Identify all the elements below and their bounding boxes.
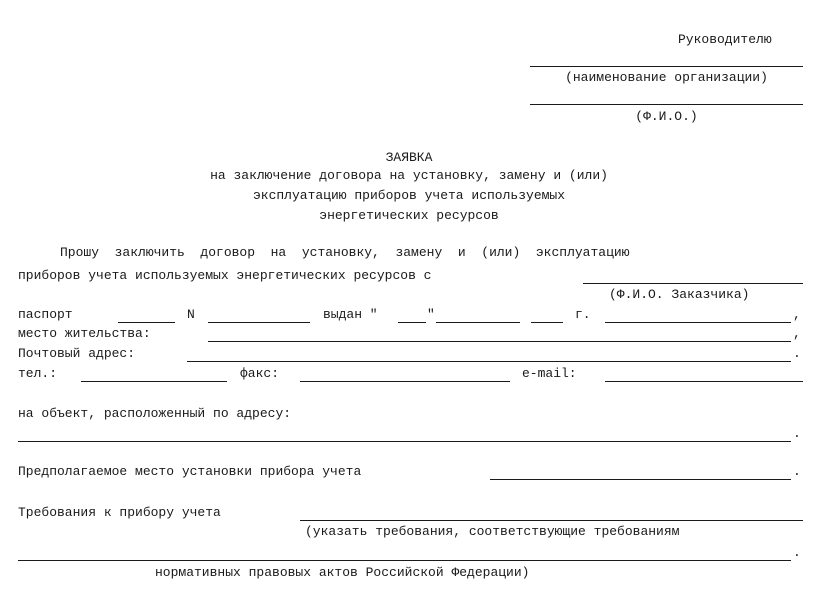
organization-name-field[interactable] xyxy=(530,66,803,67)
install-place-field[interactable] xyxy=(490,479,791,480)
customer-fio-field[interactable] xyxy=(583,283,803,284)
passport-issue-year-field[interactable] xyxy=(531,322,563,323)
install-place-end: . xyxy=(793,464,801,479)
addressee: Руководителю xyxy=(678,32,772,47)
requirements-caption-1: (указать требования, соответствующие требованиям xyxy=(305,524,680,539)
postal-address-end: . xyxy=(793,346,801,361)
install-place-label: Предполагаемое место установки прибора учета xyxy=(18,464,362,479)
residence-label: место жительства: xyxy=(18,326,151,341)
customer-fio-caption: (Ф.И.О. Заказчика) xyxy=(609,287,750,302)
passport-number-label: N xyxy=(187,307,195,322)
passport-label: паспорт xyxy=(18,307,73,322)
phone-label: тел.: xyxy=(18,366,58,381)
head-fio-field[interactable] xyxy=(530,104,803,105)
postal-address-field[interactable] xyxy=(187,361,791,362)
passport-year-suffix: г. xyxy=(575,307,591,322)
email-field[interactable] xyxy=(605,381,803,382)
passport-issued-label: выдан " xyxy=(323,307,378,322)
residence-field[interactable] xyxy=(208,341,791,342)
postal-address-label: Почтовый адрес: xyxy=(18,346,136,361)
passport-issue-day-field[interactable] xyxy=(398,322,426,323)
request-line-1: Прошу заключить договор на установку, замену и (или) эксплуатацию xyxy=(60,245,630,260)
fax-label: факс: xyxy=(240,366,280,381)
passport-number-field[interactable] xyxy=(208,322,310,323)
passport-issue-month-field[interactable] xyxy=(436,322,520,323)
requirements-field-line-2[interactable] xyxy=(18,560,791,561)
requirements-field[interactable] xyxy=(300,520,803,521)
phone-field[interactable] xyxy=(81,381,227,382)
head-fio-caption: (Ф.И.О.) xyxy=(635,109,698,124)
object-address-field[interactable] xyxy=(18,441,791,442)
requirements-end: . xyxy=(793,545,801,560)
residence-comma: , xyxy=(793,326,801,341)
fax-field[interactable] xyxy=(300,381,510,382)
passport-comma: , xyxy=(793,307,801,322)
object-address-label: на объект, расположенный по адресу: xyxy=(18,406,292,421)
title-line-3: энергетических ресурсов xyxy=(319,208,499,223)
organization-caption: (наименование организации) xyxy=(565,70,768,85)
requirements-caption-2: нормативных правовых актов Российской Федерации) xyxy=(155,565,530,580)
requirements-label: Требования к прибору учета xyxy=(18,505,221,520)
passport-issued-by-field[interactable] xyxy=(605,322,791,323)
email-label: e-mail: xyxy=(522,366,577,381)
request-line-2: приборов учета используемых энергетических ресурсов с xyxy=(18,268,432,283)
document-title: ЗАЯВКА xyxy=(385,150,433,165)
title-line-2: эксплуатацию приборов учета используемых xyxy=(252,188,566,203)
title-line-1: на заключение договора на установку, замену и (или) xyxy=(210,168,608,183)
object-address-end: . xyxy=(793,426,801,441)
passport-quote-close: " xyxy=(427,307,435,322)
passport-series-field[interactable] xyxy=(118,322,175,323)
